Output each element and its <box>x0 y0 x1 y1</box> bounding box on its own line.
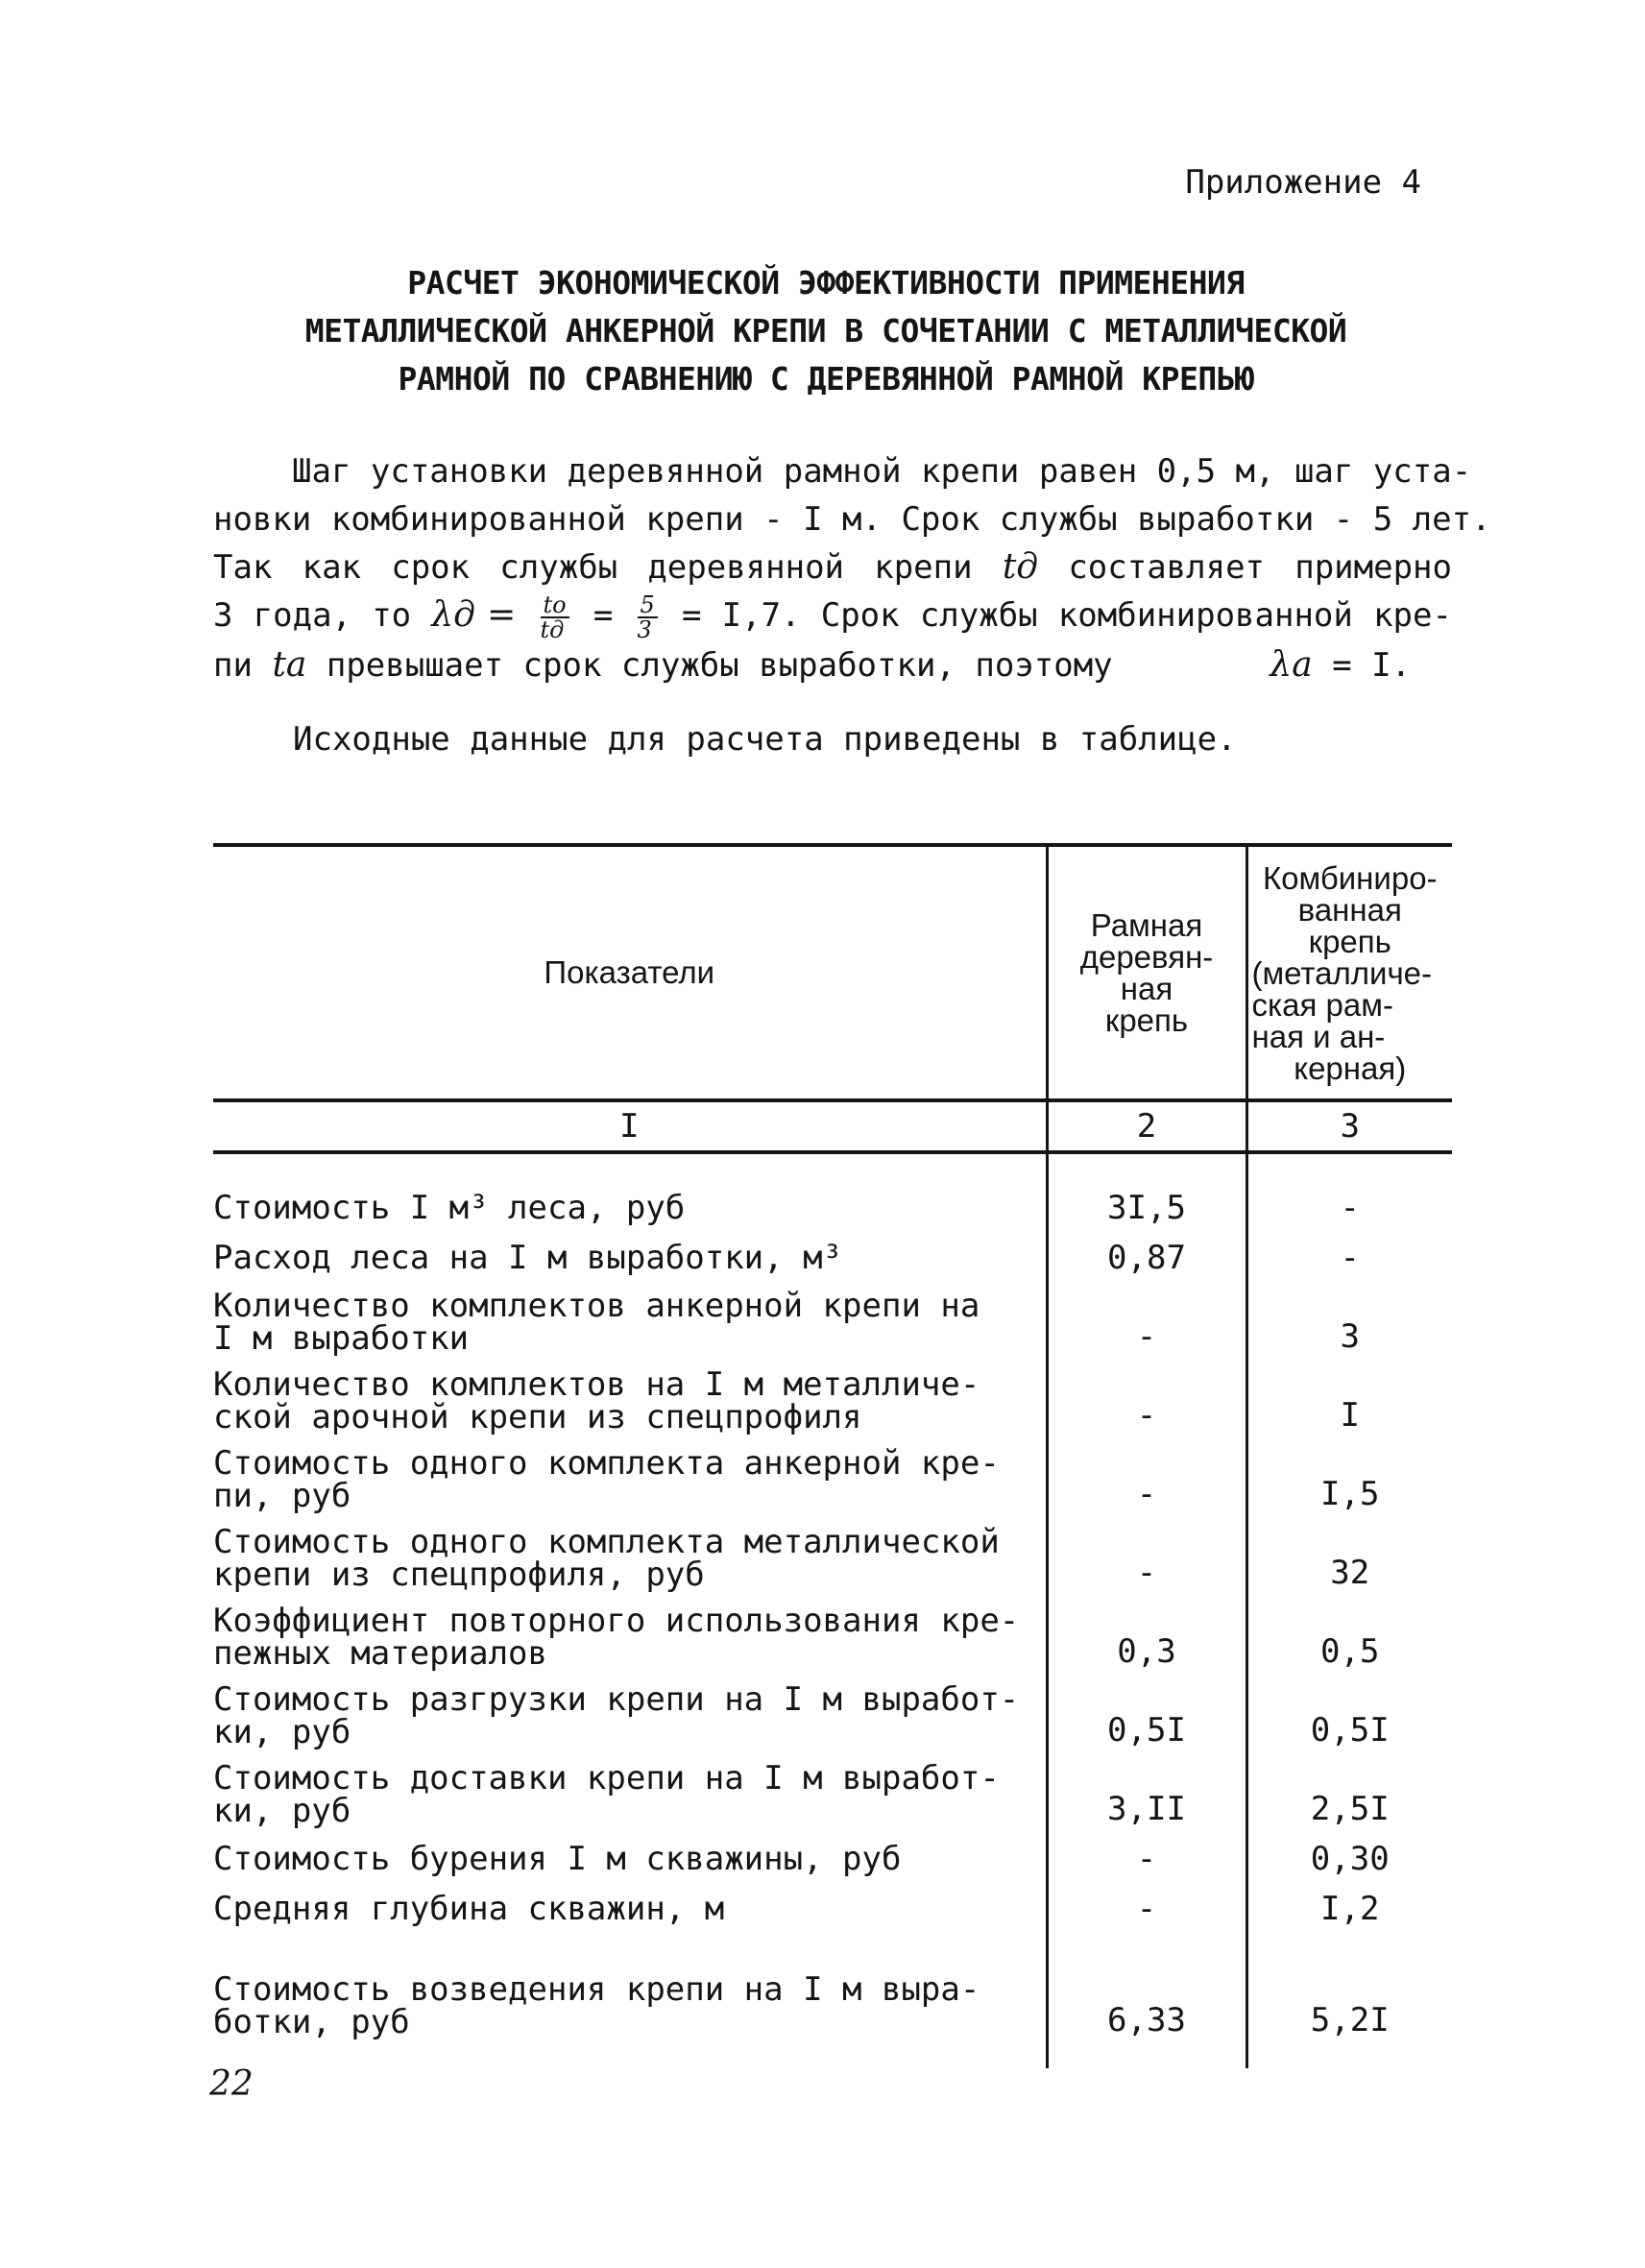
spacer-cell <box>213 1152 1047 1183</box>
table-row <box>213 1183 1452 1233</box>
indicator-label-line: I м выработки <box>213 1319 470 1358</box>
header-combined-line: (металличе- <box>1251 954 1433 991</box>
lambda-anchor-symbol: λа <box>1270 644 1313 685</box>
header-combined-line: Комбиниро- <box>1262 859 1438 896</box>
wood-frame-value: - <box>1047 1283 1246 1362</box>
table-body <box>213 1152 1452 2068</box>
combined-value: I,5 <box>1246 1440 1452 1519</box>
table-intro: Исходные данные для расчета приведены в таблице. <box>293 720 1237 759</box>
paragraph-line-3-text-a: Так как срок службы деревянной крепи <box>213 548 973 587</box>
indicator-label-line: ки, руб <box>213 1792 351 1830</box>
table-row <box>213 1440 1452 1519</box>
table-spacer <box>213 1152 1452 1183</box>
indicator-label-line: Количество комплектов на I м металличе- <box>213 1365 980 1404</box>
spacer-cell <box>1246 1152 1452 1183</box>
lambda-wood-symbol: λд = <box>431 595 517 635</box>
indicator-label-line: Средняя глубина скважин, м <box>213 1890 725 1928</box>
table-row <box>213 1884 1452 1934</box>
fraction-denominator: tд <box>540 615 565 643</box>
paragraph-line-4-text-a: 3 года, то <box>213 596 412 635</box>
initial-data-table <box>213 843 1452 2068</box>
header-combined-line: ванная <box>1297 891 1402 928</box>
indicator-label <box>213 1598 1047 1677</box>
table-header-row <box>213 845 1452 1100</box>
indicator-label-line: Стоимость бурения I м скважины, руб <box>213 1840 902 1878</box>
column-number-3: 3 <box>1246 1100 1452 1152</box>
title-line-3: РАМНОЙ ПО СРАВНЕНИЮ С ДЕРЕВЯННОЙ РАМНОЙ КРЕПЬЮ <box>398 360 1254 398</box>
appendix-label: Приложение 4 <box>1185 163 1421 202</box>
paragraph-line-4-text-b: = I,7. Срок службы комбинированной кре- <box>682 596 1452 635</box>
indicator-label-line: пежных материалов <box>213 1634 547 1673</box>
indicator-label-line: ской арочной крепи из спецпрофиля <box>213 1398 862 1436</box>
fraction-t-ratio <box>541 593 569 641</box>
table-row <box>213 1677 1452 1755</box>
wood-frame-value: 6,33 <box>1047 1934 1246 2068</box>
fraction-years <box>638 593 658 641</box>
combined-value: 3 <box>1246 1283 1452 1362</box>
header-indicators: Показатели <box>213 845 1047 1100</box>
indicator-label <box>213 1233 1047 1283</box>
paragraph-line-2: новки комбинированной крепи - I м. Срок службы выработки - 5 лет. <box>213 500 1491 539</box>
combined-value: I <box>1246 1362 1452 1440</box>
table-row <box>213 1934 1452 2068</box>
combined-value: 32 <box>1246 1519 1452 1598</box>
combined-value: I,2 <box>1246 1884 1452 1934</box>
table-row <box>213 1755 1452 1834</box>
column-number-2: 2 <box>1047 1100 1246 1152</box>
header-wood-line: ная <box>1120 971 1173 1006</box>
combined-value: 0,5I <box>1246 1677 1452 1755</box>
indicator-label-line: Стоимость разгрузки крепи на I м выработ- <box>213 1680 1020 1719</box>
title-line-1: РАСЧЕТ ЭКОНОМИЧЕСКОЙ ЭФФЕКТИВНОСТИ ПРИМЕНЕНИЯ <box>407 264 1245 302</box>
paragraph-line-5 <box>213 641 1452 689</box>
header-wood-line: деревян- <box>1079 939 1214 975</box>
wood-frame-value: 0,3 <box>1047 1598 1246 1677</box>
indicator-label-line: пи, руб <box>213 1477 351 1515</box>
indicator-label <box>213 1183 1047 1233</box>
indicator-label-line: ботки, руб <box>213 2003 410 2041</box>
paragraph-line-5-text-c: = I. <box>1332 645 1412 685</box>
combined-value: 2,5I <box>1246 1755 1452 1834</box>
fraction-numerator: tо <box>541 593 569 618</box>
fraction-years-denominator: 3 <box>637 615 652 643</box>
indicator-label-line: Количество комплектов анкерной крепи на <box>213 1287 980 1325</box>
paragraph-line-5-text-a: пи <box>213 645 253 685</box>
table-row <box>213 1283 1452 1362</box>
fraction-years-numerator: 5 <box>638 593 658 618</box>
wood-frame-value: - <box>1047 1884 1246 1934</box>
table-row <box>213 1233 1452 1283</box>
wood-frame-value: - <box>1047 1834 1246 1884</box>
table-row <box>213 1834 1452 1884</box>
spacer-cell <box>1047 1152 1246 1183</box>
table-row <box>213 1362 1452 1440</box>
equals-sign: = <box>593 596 614 635</box>
indicator-label-line: крепи из спецпрофиля, руб <box>213 1556 705 1594</box>
indicator-label-line: Расход леса на I м выработки, м³ <box>213 1239 843 1277</box>
symbol-t-anchor: tа <box>272 644 307 685</box>
combined-value: 5,2I <box>1246 1934 1452 2068</box>
indicator-label <box>213 1362 1047 1440</box>
indicator-label-line: Коэффициент повторного использования кре- <box>213 1602 1020 1640</box>
indicator-label <box>213 1834 1047 1884</box>
table-row <box>213 1519 1452 1598</box>
header-combined <box>1246 845 1452 1100</box>
paragraph-line-5-text-b: превышает срок службы выработки, поэтому <box>326 645 1113 685</box>
indicator-label-line: Стоимость доставки крепи на I м выработ- <box>213 1759 1000 1798</box>
table-row <box>213 1598 1452 1677</box>
indicator-label <box>213 1884 1047 1934</box>
combined-value: 0,5 <box>1246 1598 1452 1677</box>
symbol-t-wood: tд <box>1002 547 1039 587</box>
indicator-label-line: Стоимость I м³ леса, руб <box>213 1189 686 1227</box>
indicator-label <box>213 1283 1047 1362</box>
paragraph-line-4 <box>213 591 1452 641</box>
wood-frame-value: - <box>1047 1362 1246 1440</box>
combined-value: - <box>1246 1183 1452 1233</box>
header-combined-line: крепь <box>1308 923 1391 959</box>
wood-frame-value: 0,87 <box>1047 1233 1246 1283</box>
column-numbering-row <box>213 1100 1452 1152</box>
header-combined-line: керная) <box>1294 1050 1407 1086</box>
wood-frame-value: - <box>1047 1440 1246 1519</box>
header-wood-line: Рамная <box>1090 907 1203 943</box>
indicator-label <box>213 1677 1047 1755</box>
indicator-label-line: Стоимость одного комплекта металлической <box>213 1523 1000 1561</box>
paragraph-line-3 <box>213 543 1452 591</box>
paragraph-line-1: Шаг установки деревянной рамной крепи равен 0,5 м, шаг уста- <box>292 452 1472 491</box>
indicator-label <box>213 1440 1047 1519</box>
indicator-label-line: ки, руб <box>213 1713 351 1751</box>
indicator-label <box>213 1755 1047 1834</box>
page-number: 22 <box>209 2064 254 2104</box>
header-wood-frame <box>1047 845 1246 1100</box>
indicator-label <box>213 1934 1047 2068</box>
header-combined-line: ская рам- <box>1251 986 1393 1023</box>
indicator-label <box>213 1519 1047 1598</box>
title-line-2: МЕТАЛЛИЧЕСКОЙ АНКЕРНОЙ КРЕПИ В СОЧЕТАНИИ С МЕТАЛЛИЧЕСКОЙ <box>304 312 1347 350</box>
combined-value: 0,30 <box>1246 1834 1452 1884</box>
indicator-label-line: Стоимость одного комплекта анкерной кре- <box>213 1444 1000 1483</box>
wood-frame-value: 3,II <box>1047 1755 1246 1834</box>
formula-lambda-wood <box>431 591 682 643</box>
combined-value: - <box>1246 1233 1452 1283</box>
wood-frame-value: - <box>1047 1519 1246 1598</box>
indicator-label-line: Стоимость возведения крепи на I м выра- <box>213 1970 980 2009</box>
header-wood-line: крепь <box>1104 1002 1189 1038</box>
header-combined-line: ная и ан- <box>1251 1018 1386 1054</box>
document-title <box>192 259 1460 403</box>
wood-frame-value: 3I,5 <box>1047 1183 1246 1233</box>
body-paragraph <box>213 447 1491 689</box>
column-number-1: I <box>213 1100 1047 1152</box>
wood-frame-value: 0,5I <box>1047 1677 1246 1755</box>
paragraph-line-3-text-b: составляет примерно <box>1068 548 1452 587</box>
